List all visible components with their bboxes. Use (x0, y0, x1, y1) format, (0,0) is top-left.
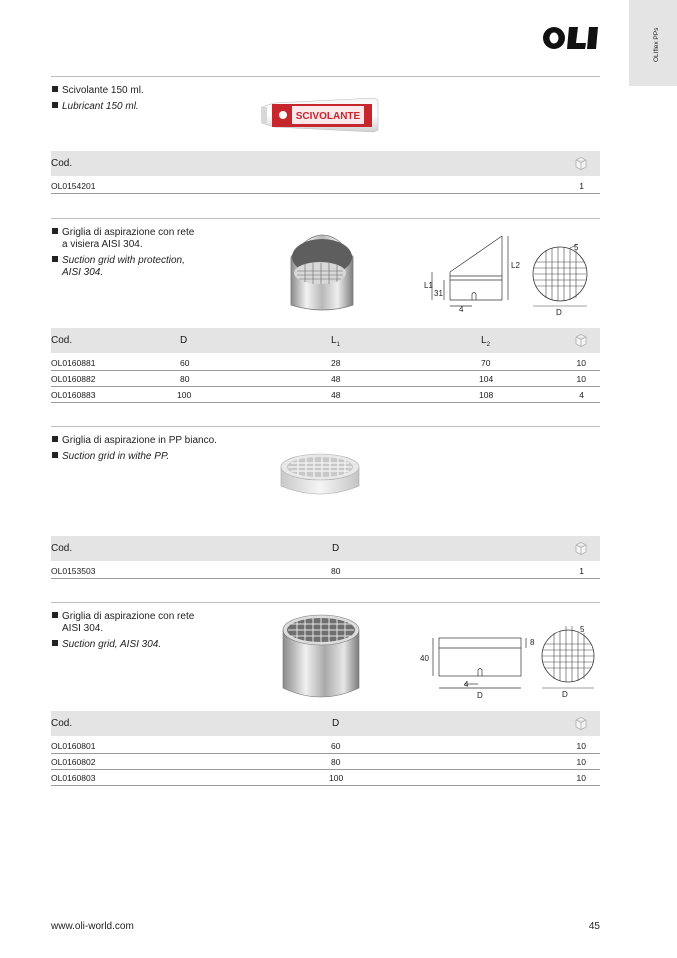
description-it: Griglia di aspirazione con rete a visiera AISI 304. (52, 227, 194, 251)
col-cod: Cod. (51, 543, 73, 554)
package-icon (574, 541, 588, 555)
dim-d: D (556, 308, 562, 317)
pp-grid-image (278, 450, 362, 500)
divider (51, 76, 600, 77)
col-cod: Cod. (51, 718, 73, 729)
visor-grid-side-drawing (420, 228, 520, 316)
description-en: Suction grid, AISI 304. (52, 639, 161, 651)
dim-31: 31 (434, 289, 443, 298)
dim-4: 4 (464, 680, 469, 689)
table-header (51, 536, 600, 561)
description-en: Suction grid with protection, AISI 304. (52, 255, 185, 279)
description-en: Suction grid in withe PP. (52, 451, 169, 463)
col-cod: Cod. (51, 335, 73, 346)
package-icon (574, 716, 588, 730)
dim-d: D (562, 690, 568, 699)
table-row: OL0160802 80 10 (51, 754, 600, 770)
dim-8: 8 (530, 638, 535, 647)
table-row: OL0160801 60 10 (51, 738, 600, 754)
table-header (51, 151, 600, 176)
steel-grid-image (280, 612, 362, 700)
tube-label: SCIVOLANTE (295, 111, 361, 122)
table-row: OL0160883 100 48 108 4 (51, 387, 600, 403)
divider (51, 426, 600, 427)
lubricant-tube-image (258, 97, 380, 133)
package-icon (574, 333, 588, 347)
description-it: Griglia di aspirazione con rete AISI 304. (52, 611, 194, 635)
visor-grid-top-drawing (526, 238, 606, 320)
col-d: D (332, 718, 340, 729)
dim-d: D (477, 691, 483, 700)
dim-40: 40 (420, 654, 429, 663)
col-l1: $L_1$ (331, 335, 340, 348)
table-header (51, 711, 600, 736)
col-cod: Cod. (51, 158, 73, 169)
dim-5: 5 (580, 625, 585, 634)
footer-url[interactable]: www.oli-world.com (51, 921, 134, 932)
table-header (51, 328, 600, 353)
dim-4: 4 (459, 305, 464, 314)
side-tab-label: OLIflex PPs (653, 27, 660, 62)
visor-grid-image (283, 227, 363, 317)
oli-logo (541, 24, 601, 57)
page-number: 45 (588, 921, 600, 932)
description-en: Lubricant 150 ml. (52, 101, 139, 113)
col-d: D (332, 543, 340, 554)
dim-l2: L2 (511, 261, 520, 270)
dim-l1: L1 (424, 281, 433, 290)
table-row: OL0160882 80 48 104 10 (51, 371, 600, 387)
steel-grid-side-drawing (414, 628, 535, 700)
package-icon (574, 156, 588, 170)
steel-grid-top-drawing (536, 622, 606, 700)
divider (51, 602, 600, 603)
table-row: OL0154201 1 (51, 178, 600, 194)
side-tab (629, 0, 677, 86)
table-row: OL0160881 60 28 70 10 (51, 355, 600, 371)
table-row: OL0153503 80 1 (51, 563, 600, 579)
description-it: Scivolante 150 ml. (52, 85, 144, 97)
col-d: D (180, 335, 188, 346)
description-it: Griglia di aspirazione in PP bianco. (52, 435, 217, 447)
col-l2: $L_2$ (481, 335, 490, 348)
dim-5: 5 (574, 243, 579, 252)
table-row: OL0160803 100 10 (51, 770, 600, 786)
divider (51, 218, 600, 219)
